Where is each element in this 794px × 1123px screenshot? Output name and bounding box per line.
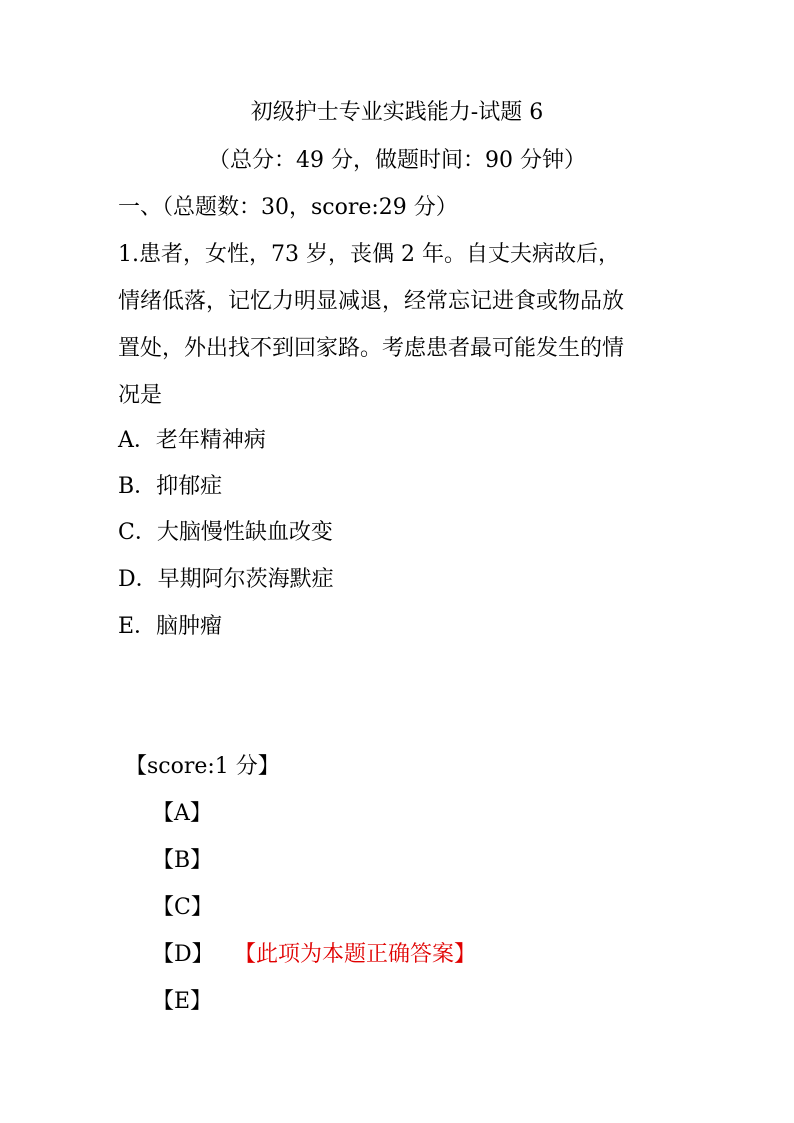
question-stem-line-3: 置处，外出找不到回家路。考虑患者最可能发生的情 — [118, 336, 625, 361]
question-stem-line-2: 情绪低落，记忆力明显减退，经常忘记进食或物品放 — [118, 289, 625, 314]
answer-choice-e: 【E】 — [152, 989, 213, 1014]
document-subtitle: （总分：49 分，做题时间：90 分钟） — [208, 148, 586, 173]
answer-choice-d: 【D】 — [152, 942, 214, 967]
score-label: 【score:1 分】 — [125, 754, 280, 779]
correct-answer-note: 【此项为本题正确答案】 — [234, 942, 477, 967]
option-e: E．脑肿瘤 — [118, 614, 223, 639]
answer-choice-c: 【C】 — [152, 895, 213, 920]
document-title: 初级护士专业实践能力-试题 6 — [250, 100, 544, 125]
option-a: A．老年精神病 — [118, 428, 266, 453]
option-c: C．大脑慢性缺血改变 — [118, 520, 333, 545]
answer-choice-b: 【B】 — [152, 848, 213, 873]
answer-choice-a: 【A】 — [152, 801, 212, 826]
section-heading: 一、（总题数：30，score:29 分） — [118, 195, 458, 220]
question-stem-line-1: 1.患者，女性，73 岁，丧偶 2 年。自丈夫病故后， — [118, 242, 620, 267]
question-stem-line-4: 况是 — [118, 383, 163, 408]
option-b: B．抑郁症 — [118, 474, 223, 499]
option-d: D．早期阿尔茨海默症 — [118, 567, 334, 592]
